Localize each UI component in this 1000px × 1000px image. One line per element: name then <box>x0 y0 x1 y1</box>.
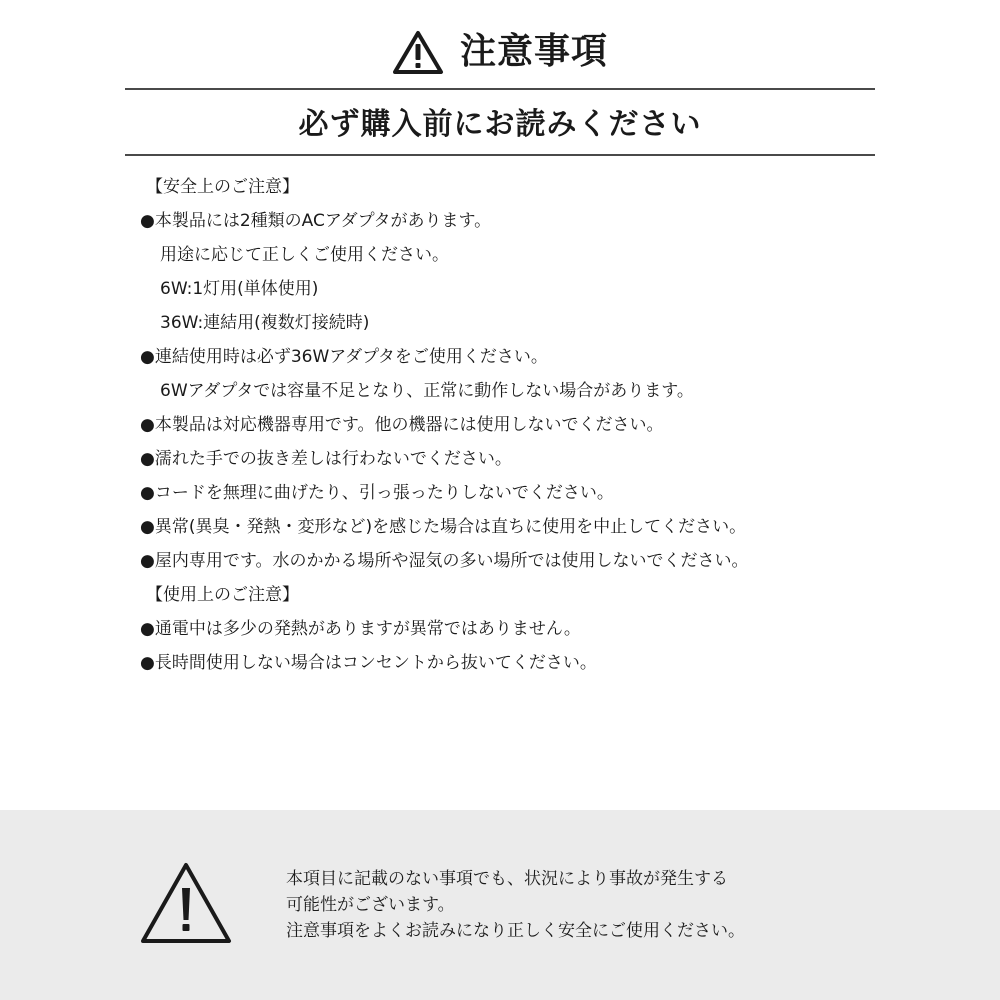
warning-triangle-icon <box>138 860 234 946</box>
list-item: ●コードを無理に曲げたり、引っ張ったりしないでください。 <box>140 483 614 503</box>
list-item: ●長時間使用しない場合はコンセントから抜いてください。 <box>140 653 597 673</box>
page-title: 注意事項 <box>459 31 608 72</box>
section-heading-usage: 【使用上のご注意】 <box>146 585 299 605</box>
page-subtitle: 必ず購入前にお読みください <box>298 107 702 142</box>
footer-message <box>286 866 906 944</box>
list-item: ●本製品は対応機器専用です。他の機器には使用しないでください。 <box>140 415 664 435</box>
list-item: ●本製品には2種類のACアダプタがあります。 <box>140 211 492 231</box>
footer-line: 可能性がございます。 <box>286 895 455 915</box>
footer-notice <box>0 810 1000 1000</box>
subtitle-divider <box>125 154 875 156</box>
list-item: ●異常(異臭・発熱・変形など)を感じた場合は直ちに使用を中止してください。 <box>140 517 747 537</box>
page-header <box>0 22 1000 82</box>
list-item: ●濡れた手での抜き差しは行わないでください。 <box>140 449 512 469</box>
list-item-detail: 6W:1灯用(単体使用) <box>160 279 319 299</box>
list-item-detail: 用途に応じて正しくご使用ください。 <box>160 245 449 265</box>
list-item-detail: 6Wアダプタでは容量不足となり、正常に動作しない場合があります。 <box>160 381 694 401</box>
footer-line: 注意事項をよくお読みになり正しく安全にご使用ください。 <box>286 921 745 941</box>
notes-list <box>140 176 880 686</box>
list-item-detail: 36W:連結用(複数灯接続時) <box>160 313 370 333</box>
list-item: ●屋内専用です。水のかかる場所や湿気の多い場所では使用しないでください。 <box>140 551 749 571</box>
warning-triangle-icon <box>392 29 444 75</box>
title-divider <box>125 88 875 90</box>
footer-line: 本項目に記載のない事項でも、状況により事故が発生する <box>286 869 728 889</box>
list-item: ●通電中は多少の発熱がありますが異常ではありません。 <box>140 619 581 639</box>
section-heading-safety: 【安全上のご注意】 <box>146 177 299 197</box>
list-item: ●連結使用時は必ず36Wアダプタをご使用ください。 <box>140 347 548 367</box>
